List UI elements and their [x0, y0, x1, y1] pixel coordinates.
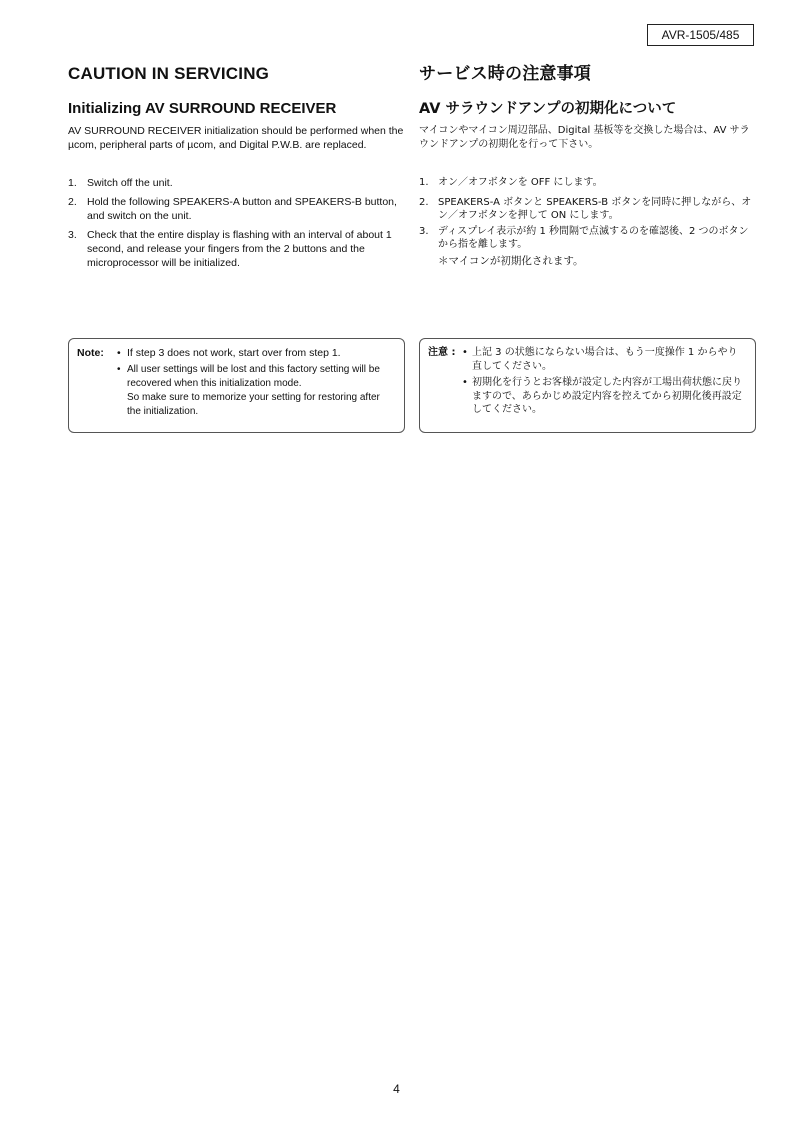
step-number: 3. — [68, 229, 77, 241]
step-text: Check that the entire display is flashing with an interval of about 1 second, and release your fingers from the 2 buttons and the microprocessor will be initialized. — [87, 229, 392, 269]
english-subtitle: Initializing AV SURROUND RECEIVER — [68, 100, 337, 117]
english-step — [68, 176, 404, 190]
step-number: 1. — [68, 177, 77, 189]
note-bullet-item — [117, 363, 396, 419]
english-intro-text: AV SURROUND RECEIVER initialization should be performed when the µcom, peripheral parts of µcom, and Digital P.W.B. are replaced. — [68, 125, 404, 151]
note-content — [117, 346, 341, 360]
japanese-init-note: ＊マイコンが初期化されます。 — [438, 255, 584, 267]
step-number: 1. — [419, 177, 429, 188]
english-step — [68, 195, 404, 223]
japanese-column — [419, 62, 755, 268]
english-step — [68, 228, 404, 270]
step-text: Switch off the unit. — [87, 177, 173, 189]
note-item-text: 上記 3 の状態にならない場合は、もう一度操作 1 からやり直してください。 — [472, 347, 738, 372]
english-main-title: CAUTION IN SERVICING — [68, 64, 270, 83]
english-steps-list — [68, 176, 404, 270]
note-item-text: All user settings will be lost and this factory setting will be recovered when this initialization mode. — [127, 364, 380, 389]
step-number: 2. — [419, 197, 429, 208]
note-item-text: If step 3 does not work, start over from step 1. — [127, 347, 341, 359]
english-note-box — [68, 338, 405, 433]
bullet-icon: • — [117, 347, 121, 359]
model-number: AVR-1505/485 — [661, 28, 740, 42]
japanese-step — [419, 176, 755, 189]
english-column — [68, 62, 404, 275]
note-item-text: 初期化を行うとお客様が設定した内容が工場出荷状態に戻りますので、あらかじめ設定内容を控えてから初期化後再設定してください。 — [472, 377, 742, 415]
japanese-intro-text: マイコンやマイコン周辺部品、Digital 基板等を交換した場合は、AV サラウンドアンプの初期化を行って下さい。 — [419, 125, 750, 150]
step-number: 3. — [419, 226, 429, 237]
note-row — [77, 346, 396, 360]
note-label: Note: — [77, 347, 104, 359]
step-text: Hold the following SPEAKERS-A button and SPEAKERS-B button, and switch on the unit. — [87, 196, 397, 222]
bullet-icon: • — [117, 364, 121, 375]
note-second-block — [117, 363, 396, 419]
step-text: オン／オフボタンを OFF にします。 — [438, 177, 603, 188]
note-bullet-item — [462, 376, 747, 417]
note-item-body — [127, 363, 396, 419]
note-bullet-item — [117, 346, 341, 360]
note-second-block — [462, 376, 747, 417]
note-content — [462, 346, 747, 373]
bullet-icon: • — [462, 347, 468, 358]
note-item-text: So make sure to memorize your setting for restoring after the initialization. — [127, 392, 380, 417]
page-number: 4 — [393, 1082, 400, 1096]
step-number: 2. — [68, 196, 77, 208]
japanese-subtitle: AV サラウンドアンプの初期化について — [419, 101, 677, 117]
step-text: ディスプレイ表示が約 1 秒間隔で点滅するのを確認後、2 つのボタンから指を離します。 — [438, 226, 749, 250]
note-row — [428, 346, 747, 373]
bullet-icon: • — [462, 377, 468, 388]
japanese-step — [419, 225, 755, 251]
japanese-steps-list — [419, 176, 755, 251]
japanese-step — [419, 196, 755, 222]
japanese-main-title: サービス時の注意事項 — [419, 64, 591, 84]
japanese-note-box — [419, 338, 756, 433]
model-number-box — [647, 24, 754, 46]
step-text: SPEAKERS-A ボタンと SPEAKERS-B ボタンを同時に押しながら、オン／オフボタンを押して ON にします。 — [438, 197, 752, 221]
note-bullet-item — [462, 346, 747, 373]
note-label: 注意 : — [428, 347, 456, 358]
